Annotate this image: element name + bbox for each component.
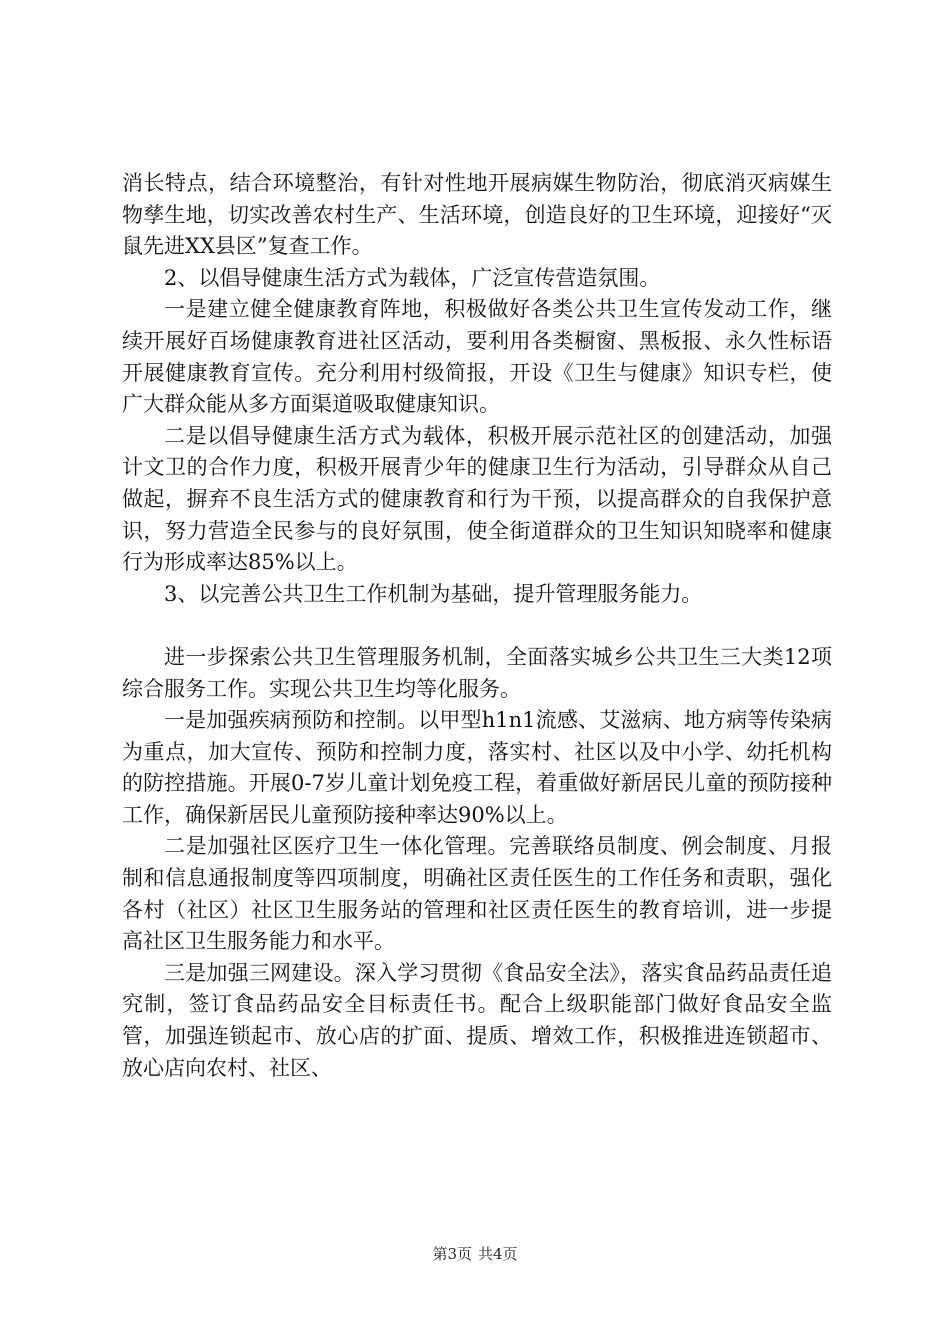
paragraph-continuation: 消长特点，结合环境整治，有针对性地开展病媒生物防治，彻底消灭病媒生物孳生地，切实改善农村生产、生活环境，创造良好的卫生环境，迎接好“灭鼠先进XX县区”复查工作。 <box>122 171 832 259</box>
paragraph-disease-prevention: 一是加强疾病预防和控制。以甲型h1n1流感、艾滋病、地方病等传染病为重点，加大宣传、预防和控制力度，落实村、社区以及中小学、幼托机构的防控措施。开展0-7岁儿童计划免疫工程，着重做好新居民儿童的预防接种工作，确保新居民儿童预防接种率达90%以上。 <box>122 708 832 827</box>
paragraph-service-mechanism: 进一步探索公共卫生管理服务机制，全面落实城乡公共卫生三大类12项综合服务工作。实现公共卫生均等化服务。 <box>122 644 832 701</box>
blank-line <box>122 610 832 642</box>
paragraph-three-networks: 三是加强三网建设。深入学习贯彻《食品安全法》，落实食品药品责任追究制，签订食品药品安全目标责任书。配合上级职能部门做好食品安全监管，加强连锁起市、放心店的扩面、提质、增效工作，积极推进连锁超市、放心店向农村、社区、 <box>122 960 832 1080</box>
page-number: 第3页 <box>432 1245 472 1263</box>
section-heading-2: 2、以倡导健康生活方式为载体，广泛宣传营造氛围。 <box>164 265 661 290</box>
paragraph-community-medical: 二是加强社区医疗卫生一体化管理。完善联络员制度、例会制度、月报制和信息通报制度等四项制度，明确社区责任医生的工作任务和责职，强化各村（社区）社区卫生服务站的管理和社区责任医生的教育培训，进一步提高社区卫生服务能力和水平。 <box>122 834 832 954</box>
paragraph-healthy-lifestyle: 二是以倡导健康生活方式为载体，积极开展示范社区的创建活动，加强计文卫的合作力度，积极开展青少年的健康卫生行为活动，引导群众从自己做起，摒弃不良生活方式的健康教育和行为干预，以提高群众的自我保护意识，努力营造全民参与的良好氛围，使全街道群众的卫生知识知晓率和健康行为形成率达85%以上。 <box>122 423 832 575</box>
section-heading-3: 3、以完善公共卫生工作机制为基础，提升管理服务能力。 <box>164 581 703 606</box>
document-body <box>122 168 832 1084</box>
paragraph-health-education: 一是建立健全健康教育阵地，积极做好各类公共卫生宣传发动工作，继续开展好百场健康教育进社区活动，要利用各类橱窗、黑板报、永久性标语开展健康教育宣传。充分利用村级简报，开设《卫生与健康》知识专栏，使广大群众能从多方面渠道吸取健康知识。 <box>122 297 832 417</box>
page-footer <box>0 1243 950 1264</box>
page-total: 共4页 <box>478 1245 518 1263</box>
